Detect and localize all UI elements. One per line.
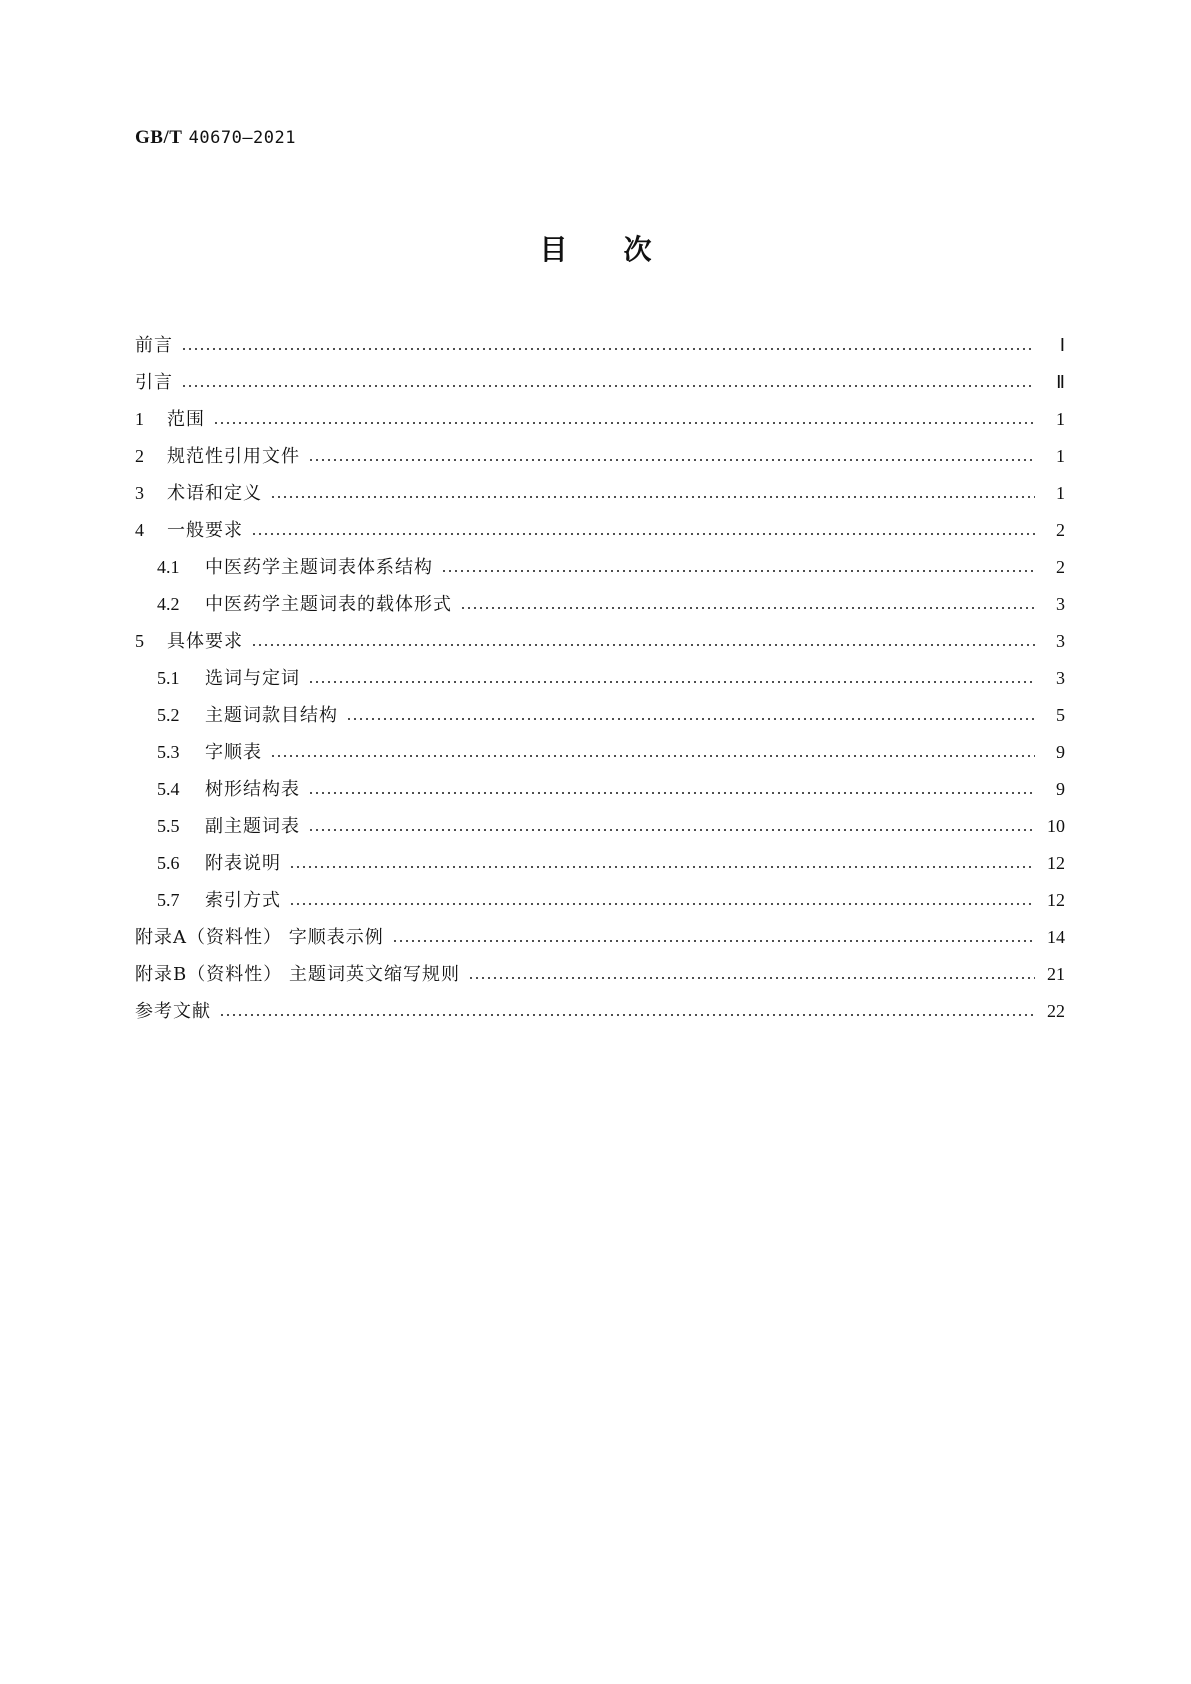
toc-entry[interactable] xyxy=(135,956,1065,993)
toc-entry[interactable] xyxy=(135,993,1065,1030)
toc-entry-page: 2 xyxy=(1056,520,1065,540)
document-header xyxy=(135,127,296,149)
toc-entry[interactable] xyxy=(135,919,1065,956)
toc-entry-number: 3 xyxy=(135,483,144,503)
toc-entry-label: 参考文献 xyxy=(135,1001,211,1022)
toc-entry-page: 9 xyxy=(1056,742,1065,762)
toc-entry-label: 术语和定义 xyxy=(167,483,262,504)
dot-leader xyxy=(460,607,1035,609)
dot-leader xyxy=(346,718,1035,720)
toc-entry-label: 具体要求 xyxy=(167,631,243,652)
toc-entry[interactable] xyxy=(135,586,1065,623)
dot-leader xyxy=(441,570,1035,572)
dot-leader xyxy=(181,385,1035,387)
toc-entry-label: 前言 xyxy=(135,335,173,356)
dot-leader xyxy=(308,459,1035,461)
dot-leader xyxy=(468,977,1035,979)
toc-entry-number: 4.1 xyxy=(157,557,180,577)
toc-entry[interactable] xyxy=(135,475,1065,512)
toc-entry[interactable] xyxy=(135,623,1065,660)
toc-entry-number: 5.2 xyxy=(157,705,180,725)
toc-entry-number: 5.5 xyxy=(157,816,180,836)
toc-entry[interactable] xyxy=(135,327,1065,364)
dot-leader xyxy=(308,829,1035,831)
toc-entry-label: 中医药学主题词表的载体形式 xyxy=(205,594,452,615)
toc-entry-label: 主题词款目结构 xyxy=(205,705,338,726)
toc-entry-label: 树形结构表 xyxy=(205,779,300,800)
toc-entry[interactable] xyxy=(135,771,1065,808)
toc-entry-label: 规范性引用文件 xyxy=(167,446,300,467)
toc-entry-label: 附表说明 xyxy=(205,853,281,874)
toc-entry[interactable] xyxy=(135,882,1065,919)
toc-entry-page: 9 xyxy=(1056,779,1065,799)
dot-leader xyxy=(270,755,1035,757)
toc-entry-number: 5 xyxy=(135,631,144,651)
toc-entry[interactable] xyxy=(135,401,1065,438)
toc-entry-label: 字顺表 xyxy=(205,742,262,763)
toc-entry-page: 5 xyxy=(1056,705,1065,725)
toc-entry-page: 14 xyxy=(1047,927,1065,947)
toc-entry-number: 5.1 xyxy=(157,668,180,688)
toc-entry-page: 1 xyxy=(1056,446,1065,466)
toc-entry[interactable] xyxy=(135,364,1065,401)
dot-leader xyxy=(219,1014,1035,1016)
toc-entry-number: 4 xyxy=(135,520,144,540)
toc-entry-label: 引言 xyxy=(135,372,173,393)
toc-entry-page: 3 xyxy=(1056,668,1065,688)
toc-entry[interactable] xyxy=(135,697,1065,734)
toc-entry-label: 索引方式 xyxy=(205,890,281,911)
toc-entry-page: 1 xyxy=(1056,409,1065,429)
toc-entry[interactable] xyxy=(135,438,1065,475)
toc-entry-number: 2 xyxy=(135,446,144,466)
dot-leader xyxy=(251,533,1035,535)
toc-entry-number: 1 xyxy=(135,409,144,429)
toc-entry-number: 4.2 xyxy=(157,594,180,614)
toc-entry[interactable] xyxy=(135,808,1065,845)
toc-entry-page: 22 xyxy=(1047,1001,1065,1021)
dot-leader xyxy=(308,681,1035,683)
dot-leader xyxy=(213,422,1035,424)
toc-entry-label: 范围 xyxy=(167,409,205,430)
toc-entry-page: 1 xyxy=(1056,483,1065,503)
toc-entry-page: Ⅰ xyxy=(1059,335,1065,355)
dot-leader xyxy=(181,348,1035,350)
dot-leader xyxy=(270,496,1035,498)
toc-entry-label: 选词与定词 xyxy=(205,668,300,689)
toc-entry-label: 一般要求 xyxy=(167,520,243,541)
toc-entry-page: Ⅱ xyxy=(1056,372,1065,392)
standard-prefix: GB/T xyxy=(135,127,183,148)
toc-entry-page: 12 xyxy=(1047,853,1065,873)
dot-leader xyxy=(289,903,1035,905)
toc-entry-page: 3 xyxy=(1056,594,1065,614)
toc-entry-number: 5.6 xyxy=(157,853,180,873)
toc-entry-label: 中医药学主题词表体系结构 xyxy=(205,557,433,578)
table-of-contents xyxy=(135,327,1065,1030)
toc-entry-number: 5.3 xyxy=(157,742,180,762)
toc-entry-page: 21 xyxy=(1047,964,1065,984)
toc-entry-page: 2 xyxy=(1056,557,1065,577)
dot-leader xyxy=(251,644,1035,646)
toc-entry[interactable] xyxy=(135,734,1065,771)
dot-leader xyxy=(289,866,1035,868)
toc-entry[interactable] xyxy=(135,660,1065,697)
toc-entry-page: 12 xyxy=(1047,890,1065,910)
toc-entry-number: 5.7 xyxy=(157,890,180,910)
toc-entry-page: 10 xyxy=(1047,816,1065,836)
toc-entry-number: 5.4 xyxy=(157,779,180,799)
standard-number: 40670—2021 xyxy=(188,128,296,148)
toc-entry-label: 附录A（资料性） 字顺表示例 xyxy=(135,927,384,948)
dot-leader xyxy=(392,940,1035,942)
toc-entry-page: 3 xyxy=(1056,631,1065,651)
dot-leader xyxy=(308,792,1035,794)
page-title: 目次 xyxy=(539,233,708,266)
toc-entry-label: 副主题词表 xyxy=(205,816,300,837)
toc-entry[interactable] xyxy=(135,845,1065,882)
toc-entry-label: 附录B（资料性） 主题词英文缩写规则 xyxy=(135,964,460,985)
toc-entry[interactable] xyxy=(135,512,1065,549)
toc-entry[interactable] xyxy=(135,549,1065,586)
